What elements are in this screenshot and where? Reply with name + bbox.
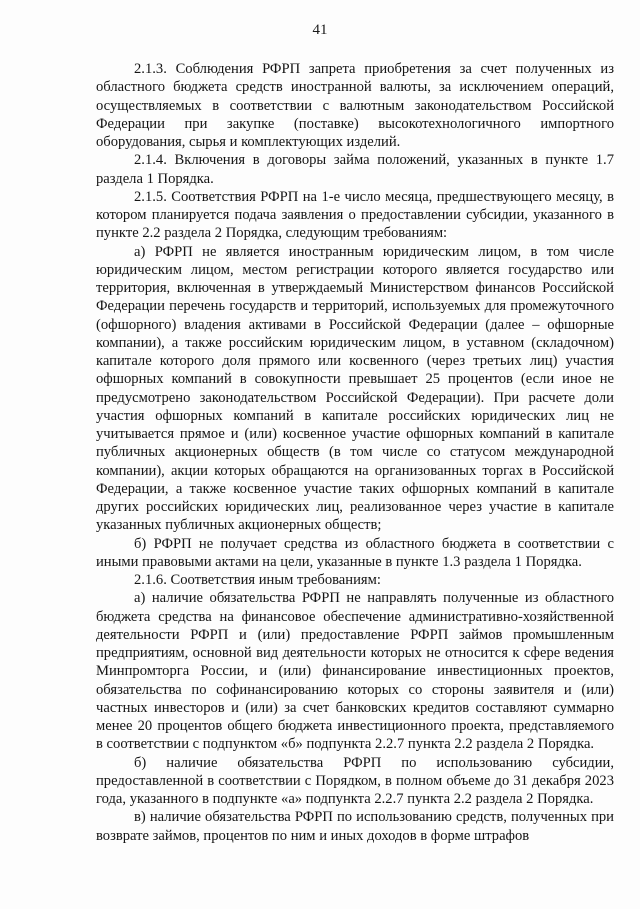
document-body bbox=[96, 60, 614, 845]
paragraph-2-1-4: 2.1.4. Включения в договоры займа положений, указанных в пункте 1.7 раздела 1 Порядка. bbox=[96, 152, 614, 187]
page-number: 41 bbox=[312, 22, 328, 38]
paragraph-2-1-6: 2.1.6. Соответствия иным требованиям: bbox=[134, 572, 381, 588]
paragraph-2-1-6-a: а) наличие обязательства РФРП не направлять полученные из областного бюджета средства на финансовое обеспечение административно-хозяйственной деятельности РФРП и (или) предоставление РФРП займов промышленным предприятиям, основной вид деятельности которых не относится к сфере ведения Минпромторга России, и (или) финансирование инвестиционных проектов, обязательства по софинансированию которых со стороны заявителя и (или) частных инвесторов и (или) за счет банковских кредитов составляют суммарно менее 20 процентов общего бюджета инвестиционного проекта, представляемого в соответствии с подпунктом «б» подпункта 2.2.7 пункта 2.2 раздела 2 Порядка. bbox=[96, 590, 614, 753]
paragraph-2-1-5-a: а) РФРП не является иностранным юридическим лицом, в том числе юридическим лицом, местом регистрации которого является государство или территория, включенная в утверждаемый Министерством финансов Российской Федерации перечень государств и территорий, используемых для промежуточного (офшорного) владения активами в Российской Федерации (далее – офшорные компании), а также российским юридическим лицом, в уставном (складочном) капитале которого доля прямого или косвенного (через третьих лиц) участия офшорных компаний в совокупности превышает 25 процентов (если иное не предусмотрено законодательством Российской Федерации). При расчете доли участия офшорных компаний в капитале российских юридических лиц не учитывается прямое и (или) косвенное участие офшорных компаний в капитале публичных акционерных обществ (в том числе со статусом международной компании), акции которых обращаются на организованных торгах в Российской Федерации, а также косвенное участие таких офшорных компаний в капитале других российских юридических лиц, реализованное через участие в капитале указанных публичных акционерных обществ; bbox=[96, 243, 614, 534]
paragraph-2-1-3: 2.1.3. Соблюдения РФРП запрета приобретения за счет полученных из областного бюджета средств иностранной валюты, за исключением операций, осуществляемых в соответствии с валютным законодательством Российской Федерации при закупке (поставке) высокотехнологичного импортного оборудования, сырья и комплектующих изделий. bbox=[96, 61, 614, 150]
paragraph-2-1-6-b: б) наличие обязательства РФРП по использованию субсидии, предоставленной в соответствии с Порядком, в полном объеме до 31 декабря 2023 года, указанного в подпункте «а» подпункта 2.2.7 пункта 2.2 раздела 2 Порядка. bbox=[96, 754, 614, 807]
paragraph-2-1-5: 2.1.5. Соответствия РФРП на 1-е число месяца, предшествующего месяцу, в котором планируется подача заявления о предоставлении субсидии, указанного в пункте 2.2 раздела 2 Порядка, следующим требованиям: bbox=[96, 188, 614, 242]
paragraph-2-1-6-v: в) наличие обязательства РФРП по использованию средств, полученных при возврате займов, процентов по ним и иных доходов в форме штрафов bbox=[96, 809, 614, 844]
paragraph-2-1-5-b: б) РФРП не получает средства из областного бюджета в соответствии с иными правовыми актами на цели, указанные в пункте 1.3 раздела 1 Порядка. bbox=[96, 535, 614, 570]
